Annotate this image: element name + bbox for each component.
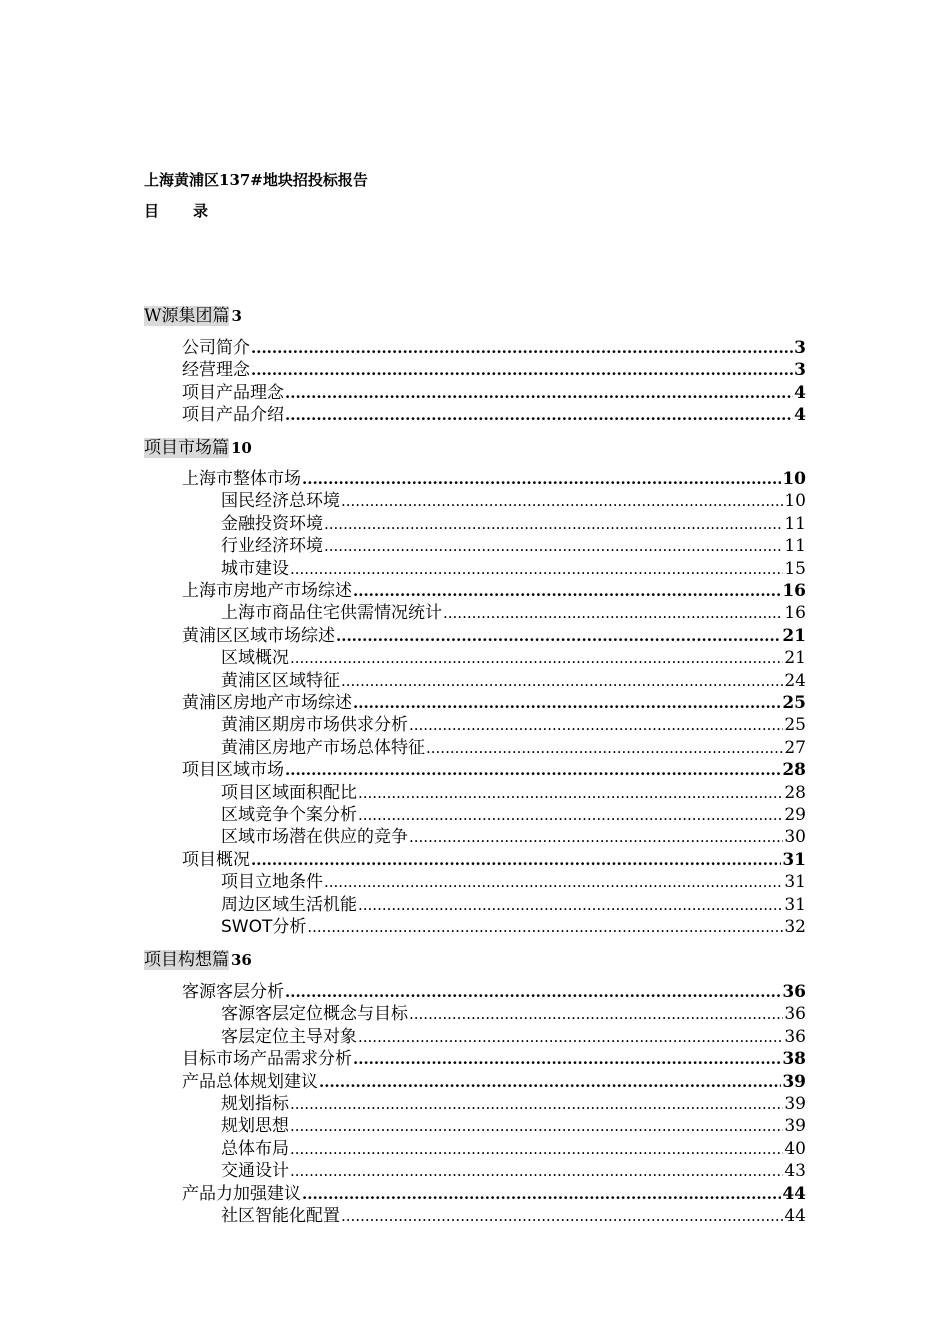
toc-entry[interactable] [182,1048,806,1070]
toc-entry-label: 上海市商品住宅供需情况统计 [221,603,442,623]
toc-entry[interactable] [221,535,806,557]
toc-entry[interactable] [182,759,806,781]
toc-leader-dots [341,670,783,692]
toc-entry-label: 产品总体规划建议 [182,1072,318,1092]
toc-entry-label: 国民经济总环境 [221,491,340,511]
toc-entry-page: 30 [784,827,806,847]
toc-entry-label: 规划指标 [221,1094,289,1114]
toc-leader-dots [290,1115,783,1137]
toc-leader-dots [426,737,783,759]
toc-section-page: 10 [231,439,252,457]
toc-leader-dots [290,647,783,669]
toc-entry-label: 目标市场产品需求分析 [182,1049,352,1069]
toc-entry-page: 44 [784,1206,806,1226]
toc-entry-label: 黄浦区期房市场供求分析 [221,715,408,735]
toc-leader-dots [324,871,783,893]
toc-entry[interactable] [221,558,806,580]
toc-entry[interactable] [221,714,806,736]
toc-leader-dots [409,714,783,736]
toc-entry-page: 27 [784,738,806,758]
toc-entry-page: 21 [784,648,806,668]
toc-entry-label: 上海市整体市场 [182,469,301,489]
toc-entry[interactable] [221,513,806,535]
toc-entry-label: 公司简介 [182,338,250,358]
toc-entry[interactable] [221,602,806,624]
toc-entry-label: 项目区域市场 [182,760,284,780]
toc-entry-page: 40 [784,1139,806,1159]
toc-entry[interactable] [221,1115,806,1137]
toc-entry[interactable] [182,625,806,647]
toc-entry-label: 黄浦区房地产市场综述 [182,693,352,713]
toc-entry-page: 16 [784,603,806,623]
toc-entry-page: 29 [784,805,806,825]
toc-entry-page: 36 [784,1027,806,1047]
toc-entry-page: 4 [794,405,806,425]
toc-leader-dots [285,759,781,781]
toc-entry-label: 项目立地条件 [221,872,323,892]
toc-entry-page: 11 [784,514,806,534]
toc-leader-dots [251,359,793,381]
toc-entry[interactable] [182,337,806,359]
toc-leader-dots [341,490,783,512]
toc-entry[interactable] [182,359,806,381]
toc-entry[interactable] [221,647,806,669]
toc-entry-label: 客层定位主导对象 [221,1027,357,1047]
toc-section-name: 项目构想篇 [144,950,229,970]
toc-entry-label: 行业经济环境 [221,536,323,556]
toc-leader-dots [353,692,781,714]
toc-entry-label: 黄浦区房地产市场总体特征 [221,738,425,758]
toc-entry-page: 25 [784,715,806,735]
toc-entry[interactable] [221,737,806,759]
toc-entry-label: SWOT分析 [221,917,307,937]
toc-section[interactable] [144,948,252,972]
toc-entry[interactable] [221,894,806,916]
toc-entry-label: 金融投资环境 [221,514,323,534]
toc-entry-label: 社区智能化配置 [221,1206,340,1226]
toc-leader-dots [319,1071,781,1093]
toc-entry-label: 项目产品理念 [182,383,284,403]
toc-section-name: W源集团篇 [144,306,230,326]
toc-entry-label: 规划思想 [221,1116,289,1136]
toc-entry-label: 项目概况 [182,850,250,870]
toc-entry-label: 城市建设 [221,559,289,579]
toc-entry-page: 39 [782,1072,806,1092]
toc-heading-char-2: 录 [193,202,209,220]
toc-entry[interactable] [221,1160,806,1182]
toc-entry[interactable] [182,382,806,404]
toc-entry-page: 21 [782,626,806,646]
toc-entry-label: 总体布局 [221,1139,289,1159]
toc-entry-page: 4 [794,383,806,403]
toc-leader-dots [409,826,783,848]
toc-entry[interactable] [221,670,806,692]
toc-leader-dots [353,580,781,602]
document-title: 上海黄浦区137#地块招投标报告 [144,171,368,189]
toc-entry-page: 38 [782,1049,806,1069]
toc-leader-dots [358,782,783,804]
toc-entry-page: 36 [782,982,806,1002]
toc-heading-char-1: 目 [144,202,160,220]
toc-entry[interactable] [182,1183,806,1205]
toc-leader-dots [290,1138,783,1160]
toc-leader-dots [443,602,783,624]
toc-leader-dots [302,468,781,490]
toc-section-page: 36 [231,951,252,969]
toc-entry-label: 客源客层定位概念与目标 [221,1004,408,1024]
toc-entry-page: 3 [794,338,806,358]
toc-entry-page: 39 [784,1094,806,1114]
toc-leader-dots [290,1160,783,1182]
toc-leader-dots [358,894,783,916]
toc-entry[interactable] [182,981,806,1003]
toc-entry-label: 项目区域面积配比 [221,783,357,803]
toc-entry[interactable] [182,468,806,490]
toc-section[interactable] [144,304,242,328]
toc-section-name: 项目市场篇 [144,438,229,458]
toc-entry[interactable] [221,1003,806,1025]
toc-entry-page: 10 [782,469,806,489]
toc-entry-page: 36 [784,1004,806,1024]
toc-leader-dots [290,558,783,580]
toc-entry-page: 3 [794,360,806,380]
toc-entry[interactable] [221,804,806,826]
toc-entry[interactable] [182,692,806,714]
toc-entry-page: 10 [784,491,806,511]
toc-leader-dots [285,382,793,404]
toc-leader-dots [353,1048,781,1070]
toc-entry-page: 15 [784,559,806,579]
toc-leader-dots [285,981,781,1003]
toc-leader-dots [336,625,781,647]
toc-leader-dots [251,337,793,359]
toc-entry-page: 11 [784,536,806,556]
toc-entry[interactable] [221,1026,806,1048]
toc-entry-page: 39 [784,1116,806,1136]
toc-entry[interactable] [182,849,806,871]
toc-entry-label: 黄浦区区域特征 [221,671,340,691]
toc-entry-label: 周边区域生活机能 [221,895,357,915]
toc-entry-label: 客源客层分析 [182,982,284,1002]
toc-entry-page: 31 [782,850,806,870]
toc-leader-dots [251,849,781,871]
toc-leader-dots [358,1026,783,1048]
toc-entry-page: 16 [782,581,806,601]
toc-entry-label: 经营理念 [182,360,250,380]
toc-leader-dots [324,535,783,557]
toc-entry-page: 31 [784,872,806,892]
toc-entry-label: 黄浦区区域市场综述 [182,626,335,646]
toc-entry-page: 44 [782,1184,806,1204]
toc-entry[interactable] [221,916,806,938]
toc-entry-page: 43 [784,1161,806,1181]
toc-entry-label: 上海市房地产市场综述 [182,581,352,601]
toc-entry[interactable] [182,404,806,426]
toc-entry-page: 32 [784,917,806,937]
toc-leader-dots [341,1205,783,1227]
toc-leader-dots [285,404,793,426]
toc-entry-page: 28 [784,783,806,803]
toc-entry-page: 31 [784,895,806,915]
toc-section[interactable] [144,436,252,460]
toc-entry[interactable] [221,826,806,848]
toc-entry-label: 产品力加强建议 [182,1184,301,1204]
toc-entry-label: 交通设计 [221,1161,289,1181]
toc-section-page: 3 [231,307,242,325]
toc-leader-dots [302,1183,781,1205]
toc-entry-label: 区域市场潜在供应的竞争 [221,827,408,847]
toc-entry[interactable] [221,1138,806,1160]
toc-entry[interactable] [221,1093,806,1115]
toc-leader-dots [358,804,783,826]
toc-entry[interactable] [221,871,806,893]
toc-entry-page: 24 [784,671,806,691]
toc-leader-dots [324,513,783,535]
toc-entry[interactable] [221,1205,806,1227]
toc-leader-dots [290,1093,783,1115]
toc-entry-page: 25 [782,693,806,713]
toc-entry[interactable] [221,782,806,804]
toc-entry-label: 项目产品介绍 [182,405,284,425]
toc-leader-dots [409,1003,783,1025]
toc-entry[interactable] [221,490,806,512]
toc-entry-label: 区域竞争个案分析 [221,805,357,825]
toc-entry[interactable] [182,1071,806,1093]
toc-entry[interactable] [182,580,806,602]
toc-entry-label: 区域概况 [221,648,289,668]
toc-leader-dots [307,916,783,938]
toc-entry-page: 28 [782,760,806,780]
